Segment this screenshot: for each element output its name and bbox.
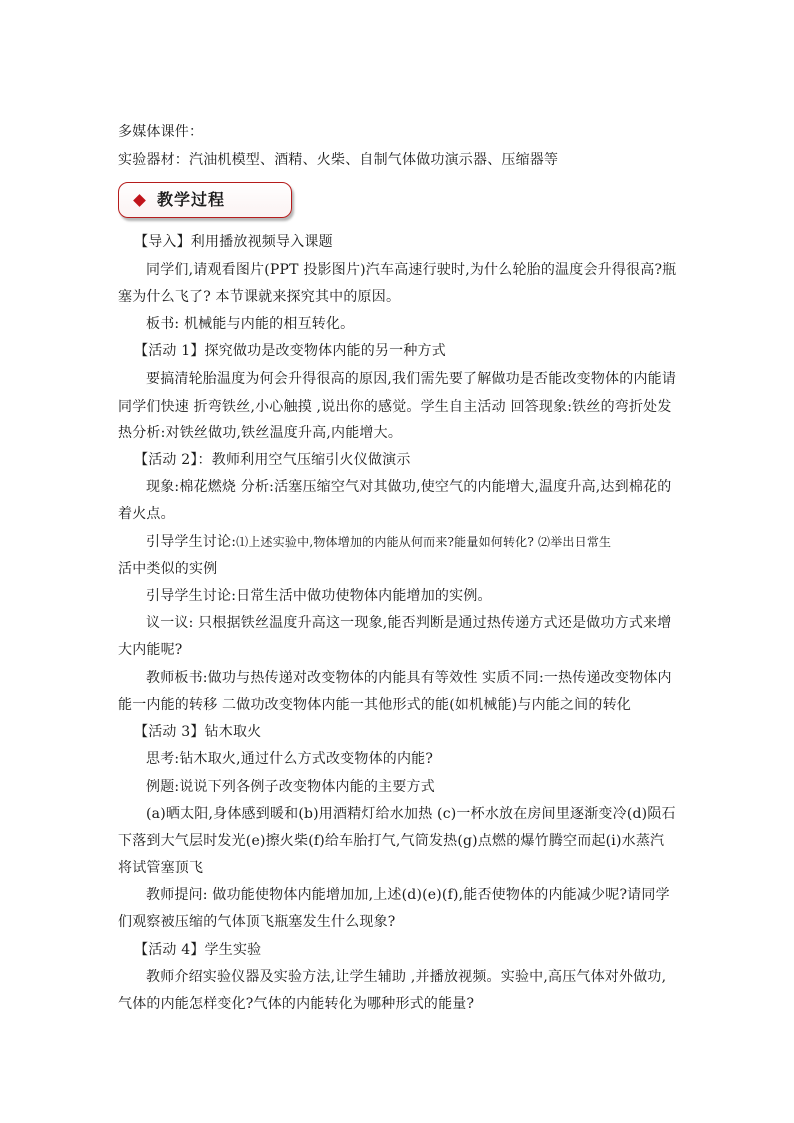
paragraph-line: 们观察被压缩的气体顶飞瓶塞发生什么现象? xyxy=(118,914,396,930)
paragraph-line: 【活动 1】探究做功是改变物体内能的另一种方式 xyxy=(134,343,446,359)
section-header-teaching-process xyxy=(118,182,292,218)
paragraph-line: 塞为什么飞了? 本节课就来探究其中的原因。 xyxy=(118,289,401,305)
discussion-question-2: ⑵举出日常生 xyxy=(534,535,612,549)
paragraph-line xyxy=(146,532,706,552)
paragraph-line: 要搞清轮胎温度为何会升得很高的原因,我们需先要了解做功是否能改变物体的内能请 xyxy=(146,371,677,387)
paragraph-line: 引导学生讨论:日常生活中做功使物体内能增加的实例。 xyxy=(146,588,492,604)
media-line: 多媒体课件： xyxy=(118,124,204,140)
paragraph-line: 教师提问: 做功能使物体内能增加加,上述(d)(e)(f),能否使物体的内能减少呢?请同学 xyxy=(146,887,670,903)
paragraph-line: 同学们,请观看图片(PPT 投影图片)汽车高速行驶时,为什么轮胎的温度会升得很高?瓶 xyxy=(146,262,677,278)
paragraph-line: 【活动 3】钻木取火 xyxy=(134,724,262,740)
discussion-lead: 引导学生讨论: xyxy=(146,534,237,550)
section-title: 教学过程 xyxy=(157,190,226,209)
paragraph-line: (a)晒太阳,身体感到暖和(b)用酒精灯给水加热 (c)一杯水放在房间里逐渐变冷(d)陨石 xyxy=(146,806,676,822)
paragraph-line: 教师介绍实验仪器及实验方法,让学生辅助 ,并播放视频。实验中,高压气体对外做功, xyxy=(146,969,667,985)
paragraph-line: 下落到大气层时发光(e)擦火柴(f)给车胎打气,气筒发热(g)点燃的爆竹腾空而起(i)水蒸汽 xyxy=(118,833,665,849)
paragraph-line: 活中类似的实例 xyxy=(118,561,218,577)
paragraph-line: 热分析:对铁丝做功,铁丝温度升高,内能增大。 xyxy=(118,425,403,441)
paragraph-line: 【导入】利用播放视频导入课题 xyxy=(134,234,333,250)
paragraph-line: 现象:棉花燃烧 分析:活塞压缩空气对其做功,使空气的内能增大,温度升高,达到棉花的 xyxy=(146,479,672,495)
paragraph-line: 教师板书:做功与热传递对改变物体的内能具有等效性 实质不同:一热传递改变物体内 xyxy=(146,670,672,686)
paragraph-line: 同学们快速 折弯铁丝,小心触摸 ,说出你的感觉。学生自主活动 回答现象:铁丝的弯折处发 xyxy=(118,399,672,415)
materials-line: 实验器材：汽油机模型、酒精、火柴、自制气体做功演示器、压缩器等 xyxy=(118,152,559,168)
paragraph-line: 【活动 2】：教师利用空气压缩引火仪做演示 xyxy=(134,452,411,468)
paragraph-line: 将试管塞顶飞 xyxy=(118,860,204,876)
discussion-question-1: ⑴上述实验中,物体增加的内能从何而来?能量如何转化? xyxy=(236,535,535,549)
paragraph-line: 板书: 机械能与内能的相互转化。 xyxy=(146,316,355,332)
paragraph-line: 能一内能的转移 二做功改变物体内能一其他形式的能(如机械能)与内能之间的转化 xyxy=(118,697,631,713)
paragraph-line: 例题:说说下列各例子改变物体内能的主要方式 xyxy=(146,779,435,795)
paragraph-line: 大内能呢? xyxy=(118,642,183,658)
paragraph-line: 着火点。 xyxy=(118,506,175,522)
paragraph-line: 议一议: 只根据铁丝温度升高这一现象,能否判断是通过热传递方式还是做功方式来增 xyxy=(146,615,672,631)
paragraph-line: 【活动 4】学生实验 xyxy=(134,942,262,958)
paragraph-line: 气体的内能怎样变化?气体的内能转化为哪种形式的能量? xyxy=(118,996,475,1012)
paragraph-line: 思考:钻木取火,通过什么方式改变物体的内能? xyxy=(146,751,434,767)
diamond-bullet-icon xyxy=(133,194,146,207)
